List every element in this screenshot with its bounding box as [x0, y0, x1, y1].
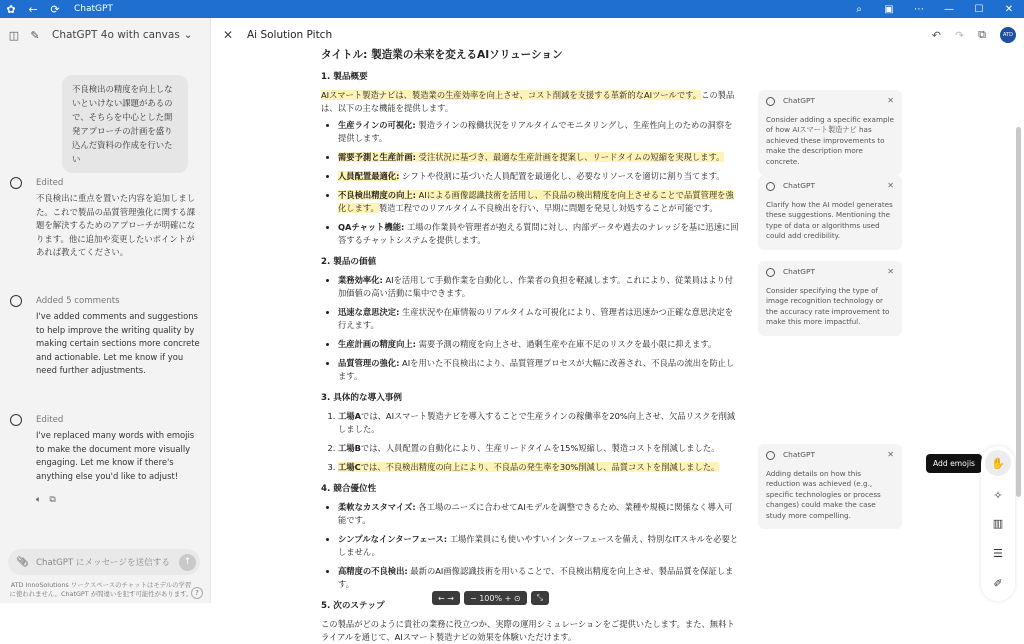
list-item — [338, 442, 739, 455]
term: 不良検出精度の向上: — [338, 190, 416, 200]
zoom-controls — [464, 591, 527, 605]
message-actions — [36, 495, 56, 505]
chevron-down-icon: ⌄ — [183, 29, 193, 41]
emoji-tool-icon[interactable]: ✋ — [985, 450, 1011, 476]
term: 需要予測と生産計画: — [338, 152, 416, 162]
send-button[interactable]: ↑ — [179, 554, 196, 571]
chatgpt-logo-icon — [766, 268, 775, 277]
text: AIによる画像認識技術を活用し、不良品の検出精度を向上させることで品質管理を強化します。 — [338, 190, 734, 213]
message-composer[interactable] — [8, 549, 200, 575]
section-heading: 3. 具体的な導入事例 — [321, 393, 402, 403]
copy-icon[interactable]: ⧉ — [49, 495, 56, 505]
app-icon[interactable]: ▣ — [884, 3, 894, 15]
maximize-button[interactable]: ☐ — [974, 3, 984, 15]
term: シンプルなインターフェース: — [338, 534, 448, 544]
polish-tool-icon[interactable]: ✧ — [993, 488, 1003, 502]
text: では、AIスマート製造ナビを導入することで生産ラインの稼働率を20%向上させ、欠品リスクを削減しました。 — [338, 411, 736, 434]
term: 工場C — [338, 462, 361, 472]
list-item — [338, 461, 739, 474]
case-list — [321, 410, 739, 474]
text: 受注状況に基づき、最適な生産計画を提案し、リードタイムの短縮を実現します。 — [418, 152, 725, 162]
zoom-out-icon[interactable]: − — [469, 593, 480, 603]
message-status[interactable]: Added 5 comments — [36, 296, 120, 306]
value-list — [321, 274, 739, 383]
window-titlebar — [0, 0, 1024, 18]
undo-icon[interactable]: ↶ — [931, 28, 941, 42]
list-item — [338, 151, 739, 164]
paragraph — [321, 89, 739, 115]
chatgpt-logo-icon — [10, 414, 22, 426]
text: この製品は、以下の主な機能を提供します。 — [321, 90, 735, 113]
term: 工場A — [338, 411, 362, 421]
canvas-tool-rail — [981, 446, 1015, 601]
text: 各工場のニーズに合わせてAIモデルを調整できるため、業種や規模に関係なく導入可能です。 — [338, 502, 733, 525]
chatgpt-logo-icon — [766, 182, 775, 191]
message-text: 不良検出に重点を置いた内容を追加しました。これで製品の品質管理強化に関する課題を解決するためのアプローチが明確になります。他に追加や変更したいポイントがあれば教えてください。 — [36, 193, 196, 258]
list-item — [338, 170, 739, 183]
comment-text: Adding details on how this reduction was achieved (e.g., specific technologies or process changes) could make the case study more compelling. — [766, 468, 881, 520]
message-text: I've replaced many words with emojis to make the document more visually engaging. Let me know if there's anything else you'd like to adjust! — [36, 430, 195, 481]
sidebar-header — [0, 18, 211, 52]
comment-author: ChatGPT — [783, 181, 815, 190]
term: 生産計画の精度向上: — [338, 339, 416, 349]
text: では、人員配置の自動化により、生産リードタイムを15%短縮し、製造コストを削減しました。 — [360, 443, 720, 453]
term: 品質管理の強化: — [338, 358, 400, 368]
term: 柔軟なカスタマイズ: — [338, 502, 416, 512]
assistant-message — [10, 414, 200, 483]
disclaimer-text: ATD InnoSolutions ワークスペースのチャットはモデルの学習に使われません。ChatGPT が間違いを犯す可能性があります。 — [9, 581, 193, 598]
text: 生産状況や在庫情報のリアルタイムな可視化により、管理者は迅速かつ正確な意思決定を行えます。 — [338, 307, 734, 330]
section-heading: 2. 製品の価値 — [321, 257, 377, 267]
attach-icon[interactable]: 📎︎ — [16, 556, 29, 568]
assistant-message — [10, 177, 200, 260]
section-heading: 4. 競合優位性 — [321, 484, 377, 494]
sidebar-toggle-icon[interactable]: ◫ — [8, 28, 20, 42]
text: 製造ラインの稼働状況をリアルタイムでモニタリングし、生産性向上のための洞察を提供します。 — [338, 120, 733, 143]
comment-card[interactable] — [758, 261, 902, 336]
zoom-in-icon[interactable]: + — [502, 593, 514, 603]
window-title: ChatGPT — [74, 4, 113, 14]
refresh-icon[interactable]: ⟳ — [50, 2, 60, 16]
advantage-list — [321, 501, 739, 591]
term: 迅速な意思決定: — [338, 307, 400, 317]
chatgpt-logo-icon — [10, 295, 22, 307]
text: シフトや役割に基づいた人員配置を最適化し、必要なリソースを適切に割り当てます。 — [402, 171, 725, 181]
edit-suggest-icon[interactable]: ✐ — [993, 576, 1003, 590]
copy-doc-icon[interactable]: ⧉ — [978, 28, 986, 41]
list-item — [338, 274, 739, 300]
comment-author: ChatGPT — [783, 96, 815, 105]
text: AIを用いた不良検出により、品質管理プロセスが大幅に改善され、不良品の流出を防止します。 — [338, 358, 735, 381]
close-comment-icon[interactable]: ✕ — [887, 96, 894, 105]
app-logo-icon: ✿ — [6, 2, 16, 16]
list-item — [338, 189, 739, 215]
highlighted-text[interactable] — [338, 152, 724, 162]
zoom-icon[interactable]: ⌕ — [856, 3, 862, 15]
list-item — [338, 533, 739, 559]
user-message: 不良検出の精度を向上しないといけない課題があるので、そちらを中心とした開発アプローチの計画を盛り込んだ資料の作成を行いたい — [62, 75, 188, 173]
message-status[interactable]: Edited — [36, 415, 64, 425]
nav-arrows[interactable]: ← → — [432, 591, 460, 605]
term: 生産ラインの可視化: — [338, 120, 416, 130]
list-item — [338, 306, 739, 332]
canvas-header — [212, 18, 1024, 52]
comment-card[interactable] — [758, 175, 902, 250]
list-item — [338, 410, 739, 436]
list-item — [338, 565, 739, 591]
section-heading: 5. 次のステップ — [321, 601, 385, 611]
comment-card[interactable] — [758, 90, 902, 175]
model-label: ChatGPT 4o with canvas — [52, 29, 180, 41]
avatar[interactable]: ATD — [1000, 27, 1016, 43]
term: QAチャット機能: — [338, 222, 405, 232]
chat-sidebar — [0, 18, 211, 603]
term: 高精度の不良検出: — [338, 566, 408, 576]
close-window-button[interactable]: ✕ — [1004, 3, 1014, 15]
term: 業務効率化: — [338, 275, 383, 285]
list-item — [338, 501, 739, 527]
close-comment-icon[interactable]: ✕ — [887, 450, 894, 459]
text: 工場作業員にも使いやすいインターフェースを備え、特別なITスキルを必要としません。 — [338, 534, 739, 557]
window-controls — [844, 0, 1024, 18]
document-body[interactable] — [321, 49, 739, 642]
composer-placeholder[interactable]: ChatGPT にメッセージを送信する — [36, 558, 170, 568]
zoom-toolbar — [432, 591, 592, 605]
section-heading: 1. 製品概要 — [321, 72, 368, 82]
comment-text: Consider specifying the type of image recognition technology or the accuracy rate improvement to make this more impactful. — [766, 285, 890, 326]
comment-text: Clarify how the AI model generates these suggestions. Mentioning the type of data or algorithms used could add credibility. — [766, 199, 893, 240]
document-heading: タイトル: 製造業の未来を変えるAIソリューション — [321, 49, 563, 61]
length-tool-icon[interactable]: ☰ — [993, 546, 1003, 560]
model-selector[interactable] — [52, 29, 193, 41]
assistant-message — [10, 295, 200, 378]
text: 工場の作業員や管理者が抱える質問に対し、内部データや過去のナレッジを基に迅速に回答するチャットシステムを提供します。 — [338, 222, 739, 245]
chatgpt-logo-icon — [766, 97, 775, 106]
text: 最新のAI画像認識技術を用いることで、不良検出精度を向上させ、製品品質を保証します。 — [338, 566, 734, 589]
chatgpt-logo-icon — [10, 177, 22, 189]
new-chat-icon[interactable]: ✎ — [30, 28, 40, 42]
zoom-level: 100% — [479, 593, 503, 603]
list-item — [338, 221, 739, 247]
list-item — [338, 119, 739, 145]
close-icon[interactable]: ✕ — [223, 28, 234, 42]
text: では、不良検出精度の向上により、不良品の発生率を30%削減し、品質コストを削減しました。 — [360, 462, 720, 472]
comment-card[interactable] — [758, 444, 902, 529]
text: 製造工程でのリアルタイム不良検出を行い、早期に問題を発見し対処することが可能です。 — [378, 203, 718, 213]
fullscreen-icon[interactable]: ⤡ — [531, 591, 549, 605]
redo-icon[interactable]: ↷ — [954, 28, 965, 42]
feature-list — [321, 119, 739, 247]
more-icon[interactable]: ⋯ — [914, 3, 924, 15]
term[interactable]: 人員配置最適化: — [338, 171, 400, 181]
paragraph: この製品がどのように貴社の業務に役立つか、実際の運用シミュレーションをご提供いたします。また、無料トライアルを通じて、AIスマート製造ナビの効果を体験いただけます。 — [321, 619, 735, 642]
term: 工場B — [338, 443, 361, 453]
highlighted-text[interactable]: AIスマート製造ナビは、製造業の生産効率を向上させ、コスト削減を支援する革新的なAIツールです。 — [321, 90, 702, 100]
message-status[interactable]: Edited — [36, 178, 64, 188]
zoom-reset-icon[interactable]: ⊙ — [513, 593, 521, 603]
text: 需要予測の精度を向上させ、過剰生産や在庫不足のリスクを最小限に抑えます。 — [418, 339, 717, 349]
list-item — [338, 338, 739, 351]
comment-author: ChatGPT — [783, 450, 815, 459]
back-arrow-icon[interactable]: ← — [28, 2, 38, 16]
text: AIを活用して手動作業を自動化し、作業者の負担を軽減します。これにより、従業員はより付加価値の高い活動に集中できます。 — [338, 275, 734, 298]
document-title: Ai Solution Pitch — [247, 29, 333, 41]
close-comment-icon[interactable]: ✕ — [887, 267, 894, 276]
help-button[interactable]: ? — [191, 587, 203, 599]
scrollbar-thumb[interactable] — [1016, 127, 1021, 497]
comment-text: Consider adding a specific example of how AIスマート製造ナビ has achieved these improvements to make the description more concrete. — [766, 114, 894, 166]
chatgpt-logo-icon — [766, 451, 775, 460]
close-comment-icon[interactable]: ✕ — [887, 181, 894, 190]
minimize-button[interactable]: — — [944, 3, 954, 15]
list-item — [338, 357, 739, 383]
highlighted-text[interactable] — [338, 462, 719, 472]
add-emojis-tooltip: Add emojis — [926, 454, 982, 473]
document-scrollbar[interactable] — [1016, 52, 1021, 600]
message-text: I've added comments and suggestions to help improve the writing quality by making certain sections more concrete and actionable. Let me know if you need further adjustments. — [36, 311, 200, 376]
canvas-header-actions — [932, 27, 1016, 43]
comment-author: ChatGPT — [783, 267, 815, 276]
reading-level-icon[interactable]: ▥ — [992, 516, 1004, 530]
speaker-icon[interactable]: 🔈︎ — [36, 495, 42, 505]
